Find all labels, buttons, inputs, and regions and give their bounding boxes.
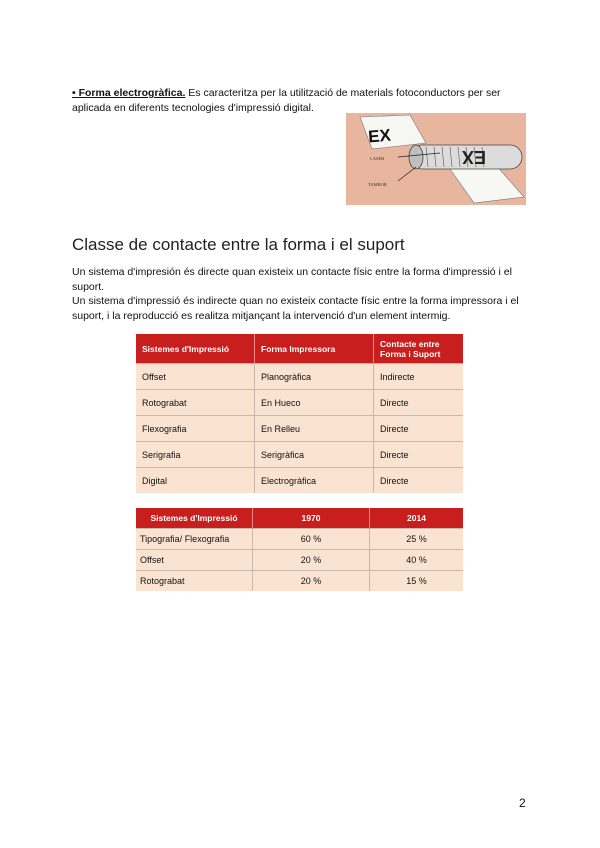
table-cell: Rotograbat [136, 390, 255, 416]
figure-laser-label: LASER [370, 156, 385, 161]
table-row [136, 468, 463, 494]
table-row [136, 550, 463, 571]
table-row [136, 390, 463, 416]
market-share-table [136, 508, 463, 591]
electrographic-text: Es caracteritza per la utilització de materials fotoconductors per ser aplicada en diferents tecnologies d'impressió digital. [72, 87, 501, 114]
table-row [136, 529, 463, 550]
table-cell: En Relleu [255, 416, 374, 442]
section-heading: Classe de contacte entre la forma i el suport [72, 235, 405, 254]
table-cell: Serigrafia [136, 442, 255, 468]
table-cell: 20 % [253, 571, 370, 592]
table-cell: 25 % [370, 529, 464, 550]
table-cell: Directe [374, 468, 464, 494]
table-row [136, 416, 463, 442]
table-header: 2014 [370, 508, 464, 529]
table-cell: Digital [136, 468, 255, 494]
direct-contact-paragraph: Un sistema d'impresión és directe quan existeix un contacte físic entre la forma d'impressió i el suport. [72, 266, 512, 293]
page-number: 2 [519, 796, 526, 810]
table-cell: 60 % [253, 529, 370, 550]
printing-systems-table [136, 334, 463, 493]
table-header-row [136, 334, 463, 364]
table-cell: Indirecte [374, 364, 464, 390]
table-cell: Directe [374, 416, 464, 442]
table-cell: Serigràfica [255, 442, 374, 468]
table-header: Forma Impressora [255, 334, 374, 364]
table-cell: 40 % [370, 550, 464, 571]
table-cell: Offset [136, 364, 255, 390]
table-header: 1970 [253, 508, 370, 529]
table-cell: Rotograbat [136, 571, 253, 592]
table-cell: Tipografia/ Flexografia [136, 529, 253, 550]
table-cell: Flexografia [136, 416, 255, 442]
table-cell: Planogràfica [255, 364, 374, 390]
table-cell: 20 % [253, 550, 370, 571]
table-cell: Directe [374, 442, 464, 468]
electrographic-paragraph [72, 86, 528, 116]
table-cell: Directe [374, 390, 464, 416]
table-cell: Offset [136, 550, 253, 571]
table-row [136, 364, 463, 390]
table-row [136, 571, 463, 592]
table-header: Sistemes d'Impressió [136, 508, 253, 529]
table-header-row [136, 508, 463, 529]
indirect-contact-paragraph: Un sistema d'impressió és indirecte quan no existeix contacte físic entre la forma impressora i el suport, i la reproducció es realitza mitjançant la intervenció d'un element intermig. [72, 295, 519, 322]
electrographic-lead: • Forma electrogràfica. [72, 87, 186, 99]
table-header: Sistemes d'Impressió [136, 334, 255, 364]
table-cell: 15 % [370, 571, 464, 592]
figure-tambor-label: TAMBOR [368, 182, 387, 187]
table-cell: En Hueco [255, 390, 374, 416]
table-header: Contacte entre Forma i Suport [374, 334, 464, 364]
table-row [136, 442, 463, 468]
table-cell: Electrogràfica [255, 468, 374, 494]
svg-text:EX: EX [461, 147, 486, 167]
figure-ex-text: EX [367, 125, 392, 147]
laser-drum-illustration [346, 113, 526, 205]
